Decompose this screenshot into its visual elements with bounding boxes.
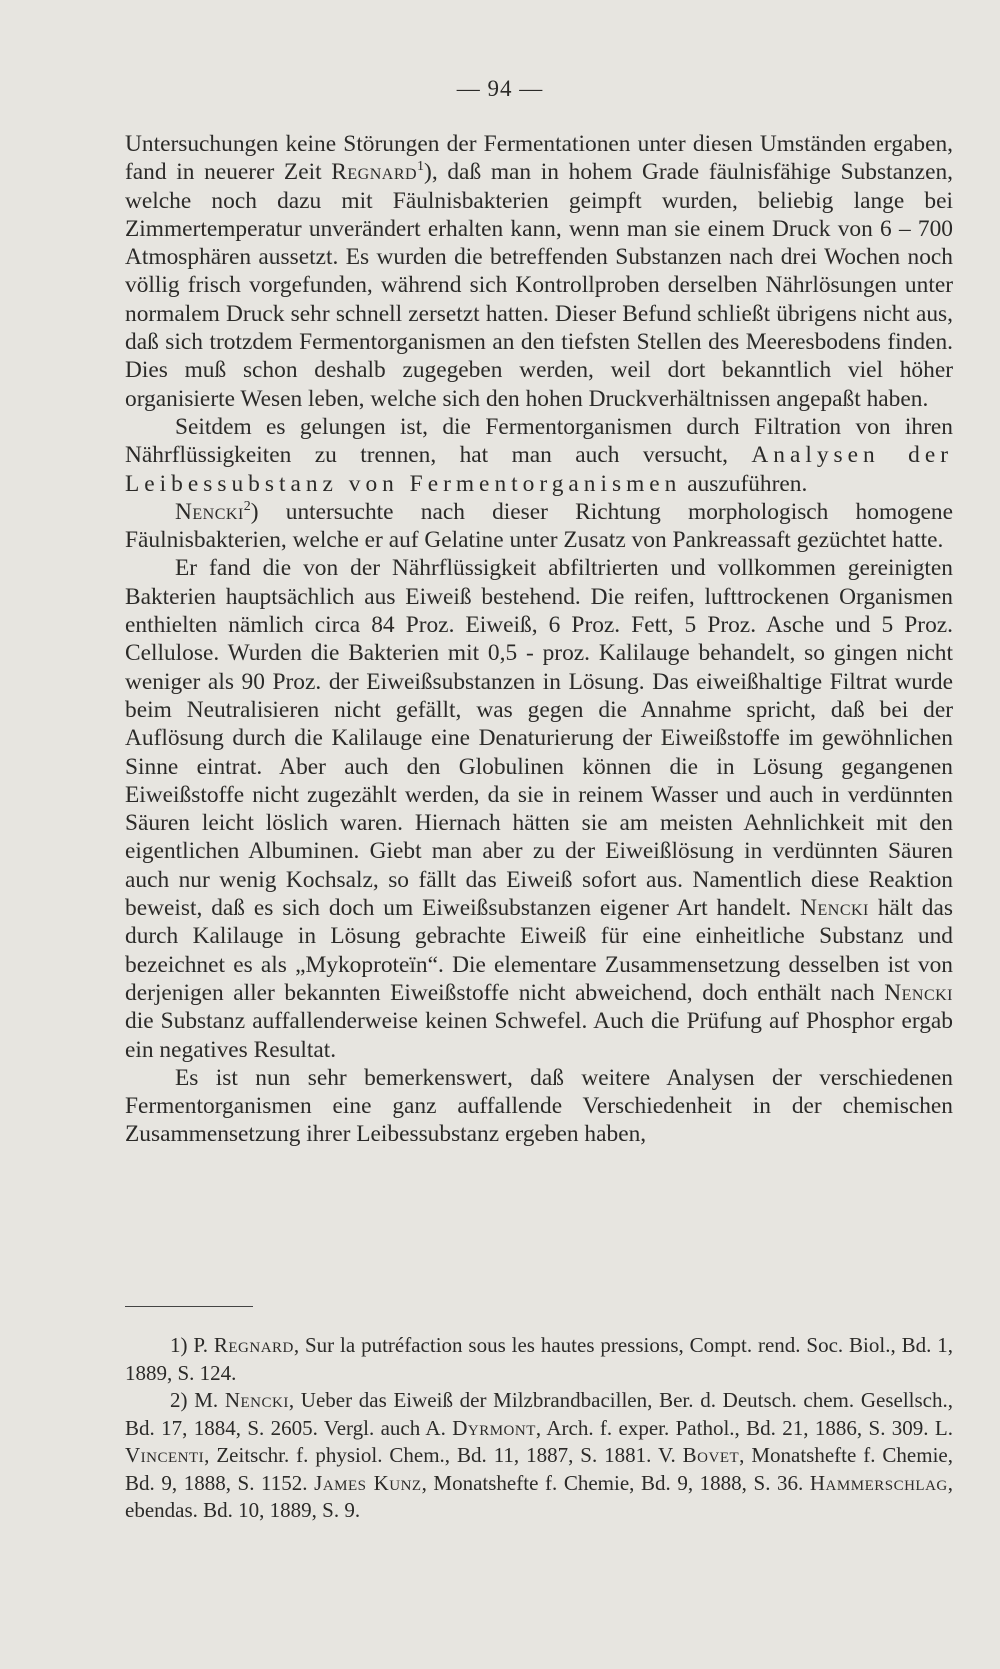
author-name: Nencki: [884, 979, 953, 1006]
footnotes: [125, 1332, 953, 1525]
author-name: Dyrmont: [452, 1415, 536, 1440]
author-name: Regnard: [331, 159, 418, 186]
paragraph-5: Es ist nun sehr bemerkenswert, daß weitere Analysen der verschiedenen Fermentorganismen eine ganz auffallende Verschiedenheit in der chemischen Zusammensetzung ihrer Leibessubstanz ergeben haben,: [125, 1064, 953, 1148]
author-name: Hammerschlag: [809, 1470, 948, 1495]
page-number: — 94 —: [456, 76, 544, 101]
author-name: Regnard: [213, 1333, 294, 1357]
paragraph-1: Untersuchungen keine Störungen der Fermentationen unter diesen Umständen ergaben, fand in neuerer Zeit Regnard$^1$), daß man in hohem Grade fäulnisfähige Substanzen, welche noch dazu mit Fäulnisbakterien geimpft wurden, beliebig lange bei Zimmertemperatur unverändert erhalten kann, wenn man sie einem Druck von 6 – 700 Atmosphären aussetzt. Es wurden die betreffenden Substanzen nach drei Wochen noch völlig frisch vorgefunden, während sich Kontrollproben derselben Nährlösungen unter normalem Druck sehr schnell zersetzt hatten. Dieser Befund schließt übrigens nicht aus, daß sich trotzdem Fermentorganismen an den tiefsten Stellen des Meeresbodens finden. Dies muß schon deshalb zugegeben werden, weil dort bekanntlich viel höher organisierte Wesen leben, welche sich den hohen Druckverhältnissen angepaßt haben.: [125, 131, 953, 412]
emphasized-text: Analysen der Leibessubstanz von Fermentorganismen: [125, 442, 953, 497]
footnote-2: 2) M. Nencki, Ueber das Eiweiß der Milzbrandbacillen, Ber. d. Deutsch. chem. Gesellsch., Bd. 17, 1884, S. 2605. Vergl. auch A. Dyrmont, Arch. f. exper. Pathol., Bd. 21, 1886, S. 309. L. Vincenti, Zeitschr. f. physiol. Chem., Bd. 11, 1887, S. 1881. V. Bovet, Monatshefte f. Chemie, Bd. 9, 1888, S. 1152. James Kunz, Monatshefte f. Chemie, Bd. 9, 1888, S. 36. Hammerschlag, ebendas. Bd. 10, 1889, S. 9.: [125, 1388, 953, 1522]
paragraph-4: Er fand die von der Nährflüssigkeit abfiltrierten und vollkommen gereinigten Bakterien hauptsächlich aus Eiweiß bestehend. Die reifen, lufttrockenen Organismen enthielten nämlich circa 84 Proz. Eiweiß, 6 Proz. Fett, 5 Proz. Asche und 5 Proz. Cellulose. Wurden die Bakterien mit 0,5 - proz. Kalilauge behandelt, so gingen nicht weniger als 90 Proz. der Eiweißsubstanzen in Lösung. Das eiweißhaltige Filtrat wurde beim Neutralisieren nicht gefällt, was gegen die Annahme spricht, daß bei der Auflösung durch die Kalilauge eine Denaturierung der Eiweißstoffe im gewöhnlichen Sinne eintrat. Aber auch den Globulinen können die in Lösung gegangenen Eiweißstoffe nicht zugezählt werden, da sie in reinem Wasser und auch in verdünnten Säuren leicht löslich waren. Hiernach hätten sie am meisten Aehnlichkeit mit den eigentlichen Albuminen. Giebt man aber zu der Eiweißlösung in verdünnten Säuren auch nur wenig Kochsalz, so fällt das Eiweiß sofort aus. Namentlich diese Reaktion beweist, daß es sich doch um Eiweißsubstanzen eigener Art handelt. Nencki hält das durch Kalilauge in Lösung gebrachte Eiweiß für eine einheitliche Substanz und bezeichnet es als „Mykoproteïn“. Die elementare Zusammensetzung desselben ist von derjenigen aller bekannten Eiweißstoffe nicht abweichend, doch enthält nach Nencki die Substanz auffallenderweise keinen Schwefel. Auch die Prüfung auf Phosphor ergab ein negatives Resultat.: [125, 555, 953, 1063]
author-name: James Kunz: [314, 1470, 422, 1495]
paragraph-2: Seitdem es gelungen ist, die Fermentorganismen durch Filtration von ihren Nährflüssigkeiten zu trennen, hat man auch versucht, Analysen der Leibessubstanz von Fermentorganismen auszuführen.: [125, 413, 953, 497]
author-name: Nencki: [175, 498, 244, 525]
author-name: Vincenti: [125, 1443, 205, 1467]
footnote-divider: [125, 1306, 253, 1307]
author-name: Nencki: [800, 895, 869, 922]
footnote-1: 1) P. Regnard, Sur la putréfaction sous les hautes pressions, Compt. rend. Soc. Biol., Bd. 1, 1889, S. 124.: [125, 1333, 953, 1385]
author-name: Nencki: [224, 1388, 289, 1412]
main-text: [125, 130, 953, 1149]
footnote-ref: 1: [417, 159, 425, 175]
paragraph-3: Nencki$^2$) untersuchte nach dieser Richtung morphologisch homogene Fäulnisbakterien, welche er auf Gelatine unter Zusatz von Pankreassaft gezüchtet hatte.: [125, 498, 953, 554]
author-name: Bovet: [682, 1443, 740, 1467]
footnote-ref: 2: [243, 498, 251, 514]
